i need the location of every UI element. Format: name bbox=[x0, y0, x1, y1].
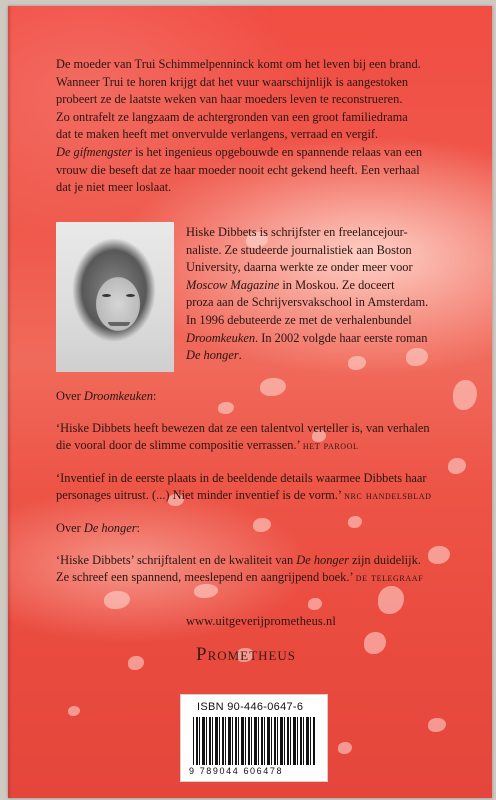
review-heading-prefix: Over bbox=[56, 520, 84, 535]
book-title-italic: Droomkeuken bbox=[186, 330, 256, 345]
review-quote-text: die vooral door de slimme compositie verrassen.’ bbox=[56, 438, 300, 453]
barcode-label bbox=[180, 694, 328, 782]
review-quote-line: ‘Hiske Dibbets heeft bewezen dat ze een talentvol verteller is, van verhalen bbox=[56, 420, 430, 435]
spacer bbox=[56, 506, 476, 520]
photo-mouth bbox=[108, 322, 130, 326]
review-source: de telegraaf bbox=[355, 572, 424, 585]
publisher-url[interactable]: www.uitgeverijprometheus.nl bbox=[186, 614, 336, 628]
blurb-line bbox=[56, 144, 476, 162]
petal-decoration bbox=[128, 656, 144, 670]
author-photo bbox=[56, 222, 174, 372]
blurb-line: dat je niet meer loslaat. bbox=[56, 180, 172, 195]
blurb-line: Wanneer Trui te horen krijgt dat het vuur waarschijnlijk is aangestoken bbox=[56, 74, 409, 89]
review-quote-text: Ze schreef een spannend, meeslepend en aangrijpend boek.’ bbox=[56, 570, 353, 585]
review-quote-line bbox=[56, 487, 476, 506]
bio-line: In 1996 debuteerde ze met de verhalenbundel bbox=[186, 312, 412, 327]
book-back-cover bbox=[8, 6, 492, 798]
bio-line: proza aan de Schrijversvakschool in Amsterdam. bbox=[186, 295, 429, 310]
book-title-italic: De honger bbox=[186, 348, 239, 363]
isbn-text: ISBN 90-446-0647-6 bbox=[197, 701, 304, 713]
barcode-icon bbox=[193, 717, 315, 765]
review-quote-line: ‘Inventief in de eerste plaats in de beeldende details waarmee Dibbets haar bbox=[56, 470, 427, 485]
photo-eye bbox=[126, 294, 135, 297]
petal-decoration bbox=[364, 632, 386, 654]
book-blurb bbox=[56, 56, 476, 197]
review-quote-line bbox=[56, 437, 476, 456]
review-heading-prefix: Over bbox=[56, 389, 84, 403]
petal-decoration bbox=[68, 706, 80, 716]
bio-line bbox=[186, 347, 478, 365]
cover-spine-edge bbox=[8, 6, 12, 798]
spacer bbox=[56, 406, 476, 420]
review-heading-suffix: : bbox=[152, 389, 157, 403]
bio-line: Hiske Dibbets is schrijfster en freelancejour- bbox=[186, 225, 408, 239]
barcode-digits: 9 789044 606478 bbox=[189, 766, 284, 776]
bio-line bbox=[186, 277, 478, 295]
review-source: het parool bbox=[302, 440, 359, 453]
bio-text: . bbox=[238, 348, 242, 363]
bio-line bbox=[186, 330, 478, 348]
bio-text: . In 2002 volgde haar eerste roman bbox=[255, 330, 428, 345]
blurb-line: De moeder van Trui Schimmelpenninck komt om het leven bij een brand. bbox=[56, 57, 421, 71]
petal-decoration bbox=[428, 718, 446, 732]
review-heading bbox=[56, 388, 476, 406]
book-title-italic: De honger bbox=[83, 520, 137, 535]
publisher-logo: Prometheus bbox=[196, 644, 297, 665]
book-title-italic: De honger bbox=[296, 552, 349, 567]
photo-eye bbox=[102, 294, 111, 297]
blurb-line: Zo ontrafelt ze langzaam de achtergronden van een groot familiedrama bbox=[56, 109, 408, 124]
review-quote-text: ‘Hiske Dibbets’ schrijftalent en de kwaliteit van bbox=[56, 552, 297, 567]
blurb-line: vrouw die beseft dat ze haar moeder nooit echt gekend heeft. Een verhaal bbox=[56, 162, 420, 177]
bio-line: University, daarna werkte ze onder meer voor bbox=[186, 260, 413, 275]
review-heading bbox=[56, 520, 476, 538]
review-quote-text: personages uitrust. (...) Niet minder inventief is de vorm.’ bbox=[56, 488, 342, 503]
spacer bbox=[56, 456, 476, 470]
review-quote-line bbox=[56, 552, 476, 570]
petal-decoration bbox=[104, 591, 130, 609]
review-source: nrc handelsblad bbox=[344, 490, 432, 503]
book-title-italic: De gifmengster bbox=[56, 144, 133, 159]
petal-decoration bbox=[308, 598, 322, 610]
press-reviews bbox=[56, 388, 476, 588]
blurb-line: dat te maken heeft met onvervulde verlangens, verraad en vergif. bbox=[56, 127, 379, 142]
blurb-text: is het ingenieus opgebouwde en spannende relaas van een bbox=[132, 144, 423, 159]
bio-line: naliste. Ze studeerde journalistiek aan Boston bbox=[186, 242, 412, 257]
book-title-italic: Droomkeuken bbox=[83, 389, 153, 403]
spacer bbox=[56, 538, 476, 552]
review-heading-suffix: : bbox=[136, 520, 140, 535]
author-bio bbox=[186, 224, 478, 365]
magazine-title-italic: Moscow Magazine bbox=[186, 277, 280, 292]
review-quote-text: zijn duidelijk. bbox=[348, 552, 421, 567]
bio-text: in Moskou. Ze doceert bbox=[279, 277, 395, 292]
petal-decoration bbox=[378, 586, 404, 614]
petal-decoration bbox=[338, 742, 352, 754]
review-quote-line bbox=[56, 569, 476, 588]
blurb-line: probeert ze de laatste weken van haar moeders leven te reconstrueren. bbox=[56, 92, 403, 107]
